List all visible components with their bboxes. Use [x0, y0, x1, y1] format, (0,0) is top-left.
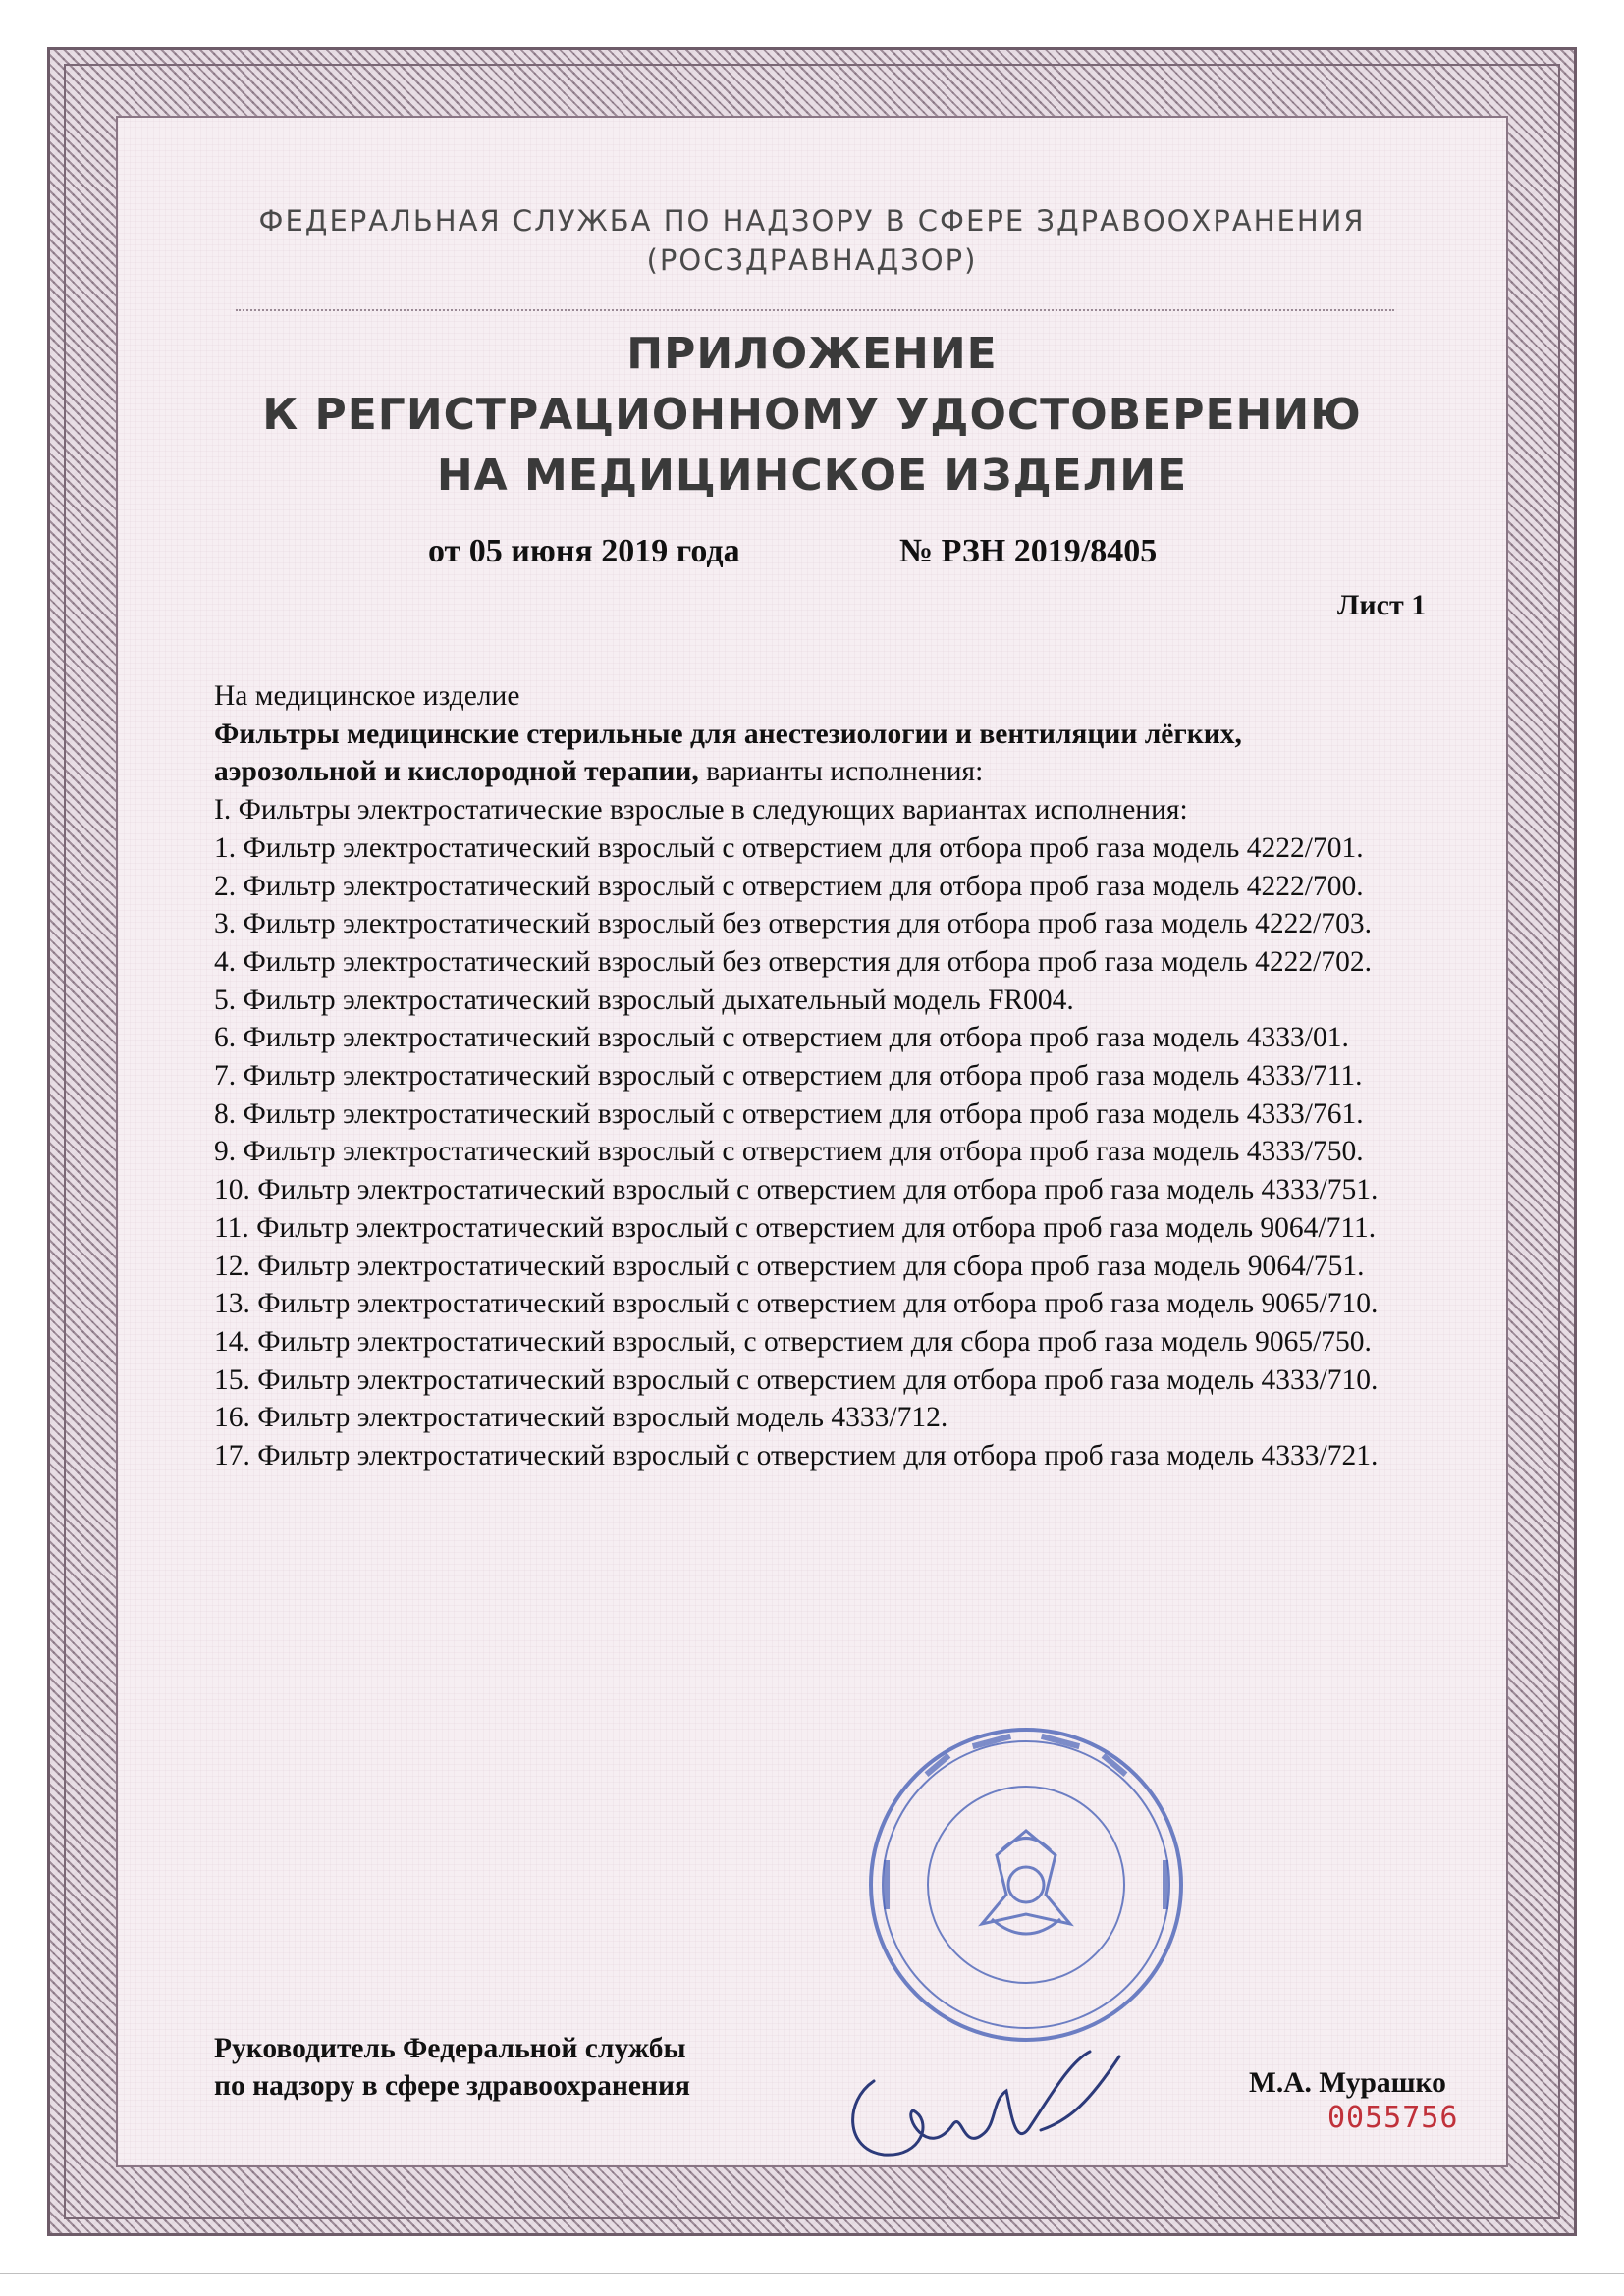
agency-name	[0, 201, 1624, 280]
signer-title-line-2: по надзору в сфере здравоохранения	[214, 2070, 690, 2102]
variant-item: 4. Фильтр электростатический взрослый без отверстия для отбора проб газа модель 4222/702.	[214, 945, 1373, 978]
document-title	[0, 324, 1624, 507]
registration-number: № РЗН 2019/8405	[899, 533, 1158, 569]
title-line-2: К РЕГИСТРАЦИОННОМУ УДОСТОВЕРЕНИЮ	[262, 390, 1362, 440]
variant-item: 8. Фильтр электростатический взрослый с отверстием для отбора проб газа модель 4333/761.	[214, 1097, 1364, 1130]
issue-date: от 05 июня 2019 года	[428, 533, 740, 569]
form-serial-number: 0055756	[1327, 2101, 1459, 2135]
variant-list	[214, 829, 1402, 1475]
title-line-1: ПРИЛОЖЕНИЕ	[626, 329, 998, 379]
variant-item: 13. Фильтр электростатический взрослый с отверстием для отбора проб газа модель 9065/710.	[214, 1288, 1379, 1320]
variant-item: 5. Фильтр электростатический взрослый дыхательный модель FR004.	[214, 984, 1074, 1016]
variant-item: 6. Фильтр электростатический взрослый с отверстием для отбора проб газа модель 4333/01.	[214, 1022, 1349, 1054]
header-divider	[236, 309, 1394, 311]
variant-item: 12. Фильтр электростатический взрослый с отверстием для сбора проб газа модель 9064/751.	[214, 1250, 1365, 1282]
variant-item: 2. Фильтр электростатический взрослый с отверстием для отбора проб газа модель 4222/700.	[214, 870, 1364, 902]
variant-item: 17. Фильтр электростатический взрослый с отверстием для отбора проб газа модель 4333/721.	[214, 1440, 1379, 1472]
variant-item: 11. Фильтр электростатический взрослый с отверстием для отбора проб газа модель 9064/711.	[214, 1211, 1377, 1244]
variant-item: 16. Фильтр электростатический взрослый модель 4333/712.	[214, 1402, 948, 1434]
document-body	[214, 677, 1402, 1475]
signer-name: М.А. Мурашко	[1249, 2067, 1446, 2099]
handwritten-signature	[835, 2042, 1149, 2169]
signer-title-line-1: Руководитель Федеральной службы	[214, 2033, 686, 2064]
product-description	[214, 716, 1402, 791]
variant-item: 15. Фильтр электростатический взрослый с отверстием для отбора проб газа модель 4333/710.	[214, 1363, 1379, 1396]
variant-item: 9. Фильтр электростатический взрослый с отверстием для отбора проб газа модель 4333/750.	[214, 1136, 1364, 1168]
agency-line-1: ФЕДЕРАЛЬНАЯ СЛУЖБА ПО НАДЗОРУ В СФЕРЕ ЗДРАВООХРАНЕНИЯ	[258, 204, 1366, 238]
sheet-number: Лист 1	[1337, 589, 1427, 621]
signer-title	[214, 2030, 690, 2105]
scan-edge-line	[0, 2273, 1624, 2274]
group-heading: I. Фильтры электростатические взрослые в следующих вариантах исполнения:	[214, 794, 1188, 827]
title-line-3: НА МЕДИЦИНСКОЕ ИЗДЕЛИЕ	[436, 451, 1188, 501]
variant-item: 1. Фильтр электростатический взрослый с отверстием для отбора проб газа модель 4222/701.	[214, 831, 1364, 864]
official-seal-stamp	[864, 1723, 1188, 2047]
variant-item: 3. Фильтр электростатический взрослый без отверстия для отбора проб газа модель 4222/703.	[214, 908, 1373, 940]
variant-item: 10. Фильтр электростатический взрослый с отверстием для отбора проб газа модель 4333/751.	[214, 1174, 1379, 1206]
product-variants-label: варианты исполнения:	[698, 756, 984, 788]
variant-item: 7. Фильтр электростатический взрослый с отверстием для отбора проб газа модель 4333/711.	[214, 1060, 1363, 1093]
variant-item: 14. Фильтр электростатический взрослый, с отверстием для сбора проб газа модель 9065/750.	[214, 1325, 1372, 1358]
intro-line: На медицинское изделие	[214, 680, 520, 712]
product-name: Фильтры медицинские стерильные для анестезиологии и вентиляции лёгких, аэрозольной и кислородной терапии,	[214, 718, 1242, 788]
agency-line-2: (РОСЗДРАВНАДЗОР)	[646, 243, 978, 277]
